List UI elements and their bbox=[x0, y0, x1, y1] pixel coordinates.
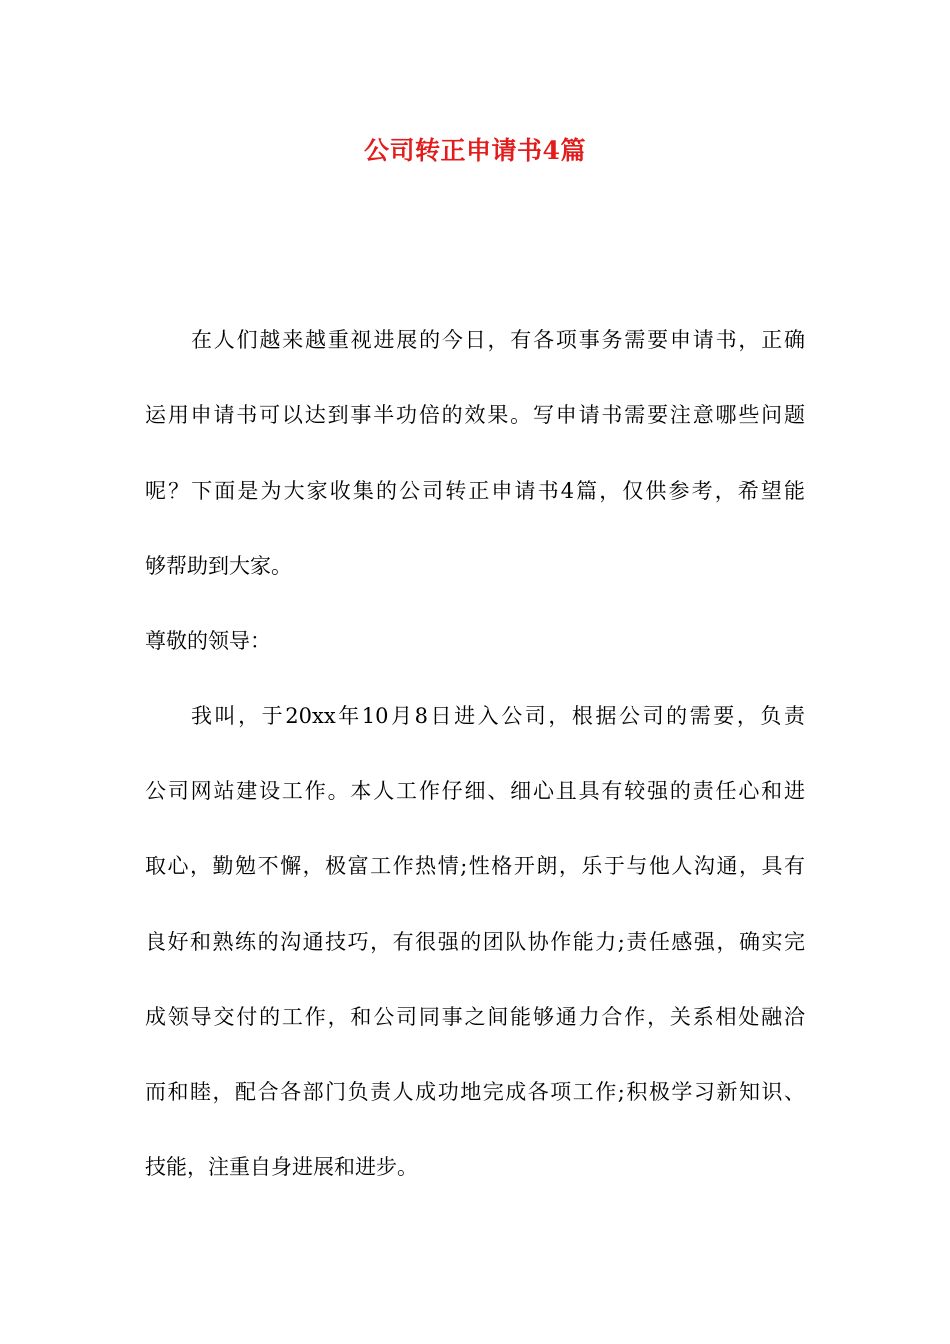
body-line: 我叫，于20xx年10月8日进入公司，根据公司的需要，负责 bbox=[191, 704, 805, 728]
body-line: 良好和熟练的沟通技巧，有很强的团队协作能力;责任感强，确实完 bbox=[145, 930, 805, 954]
body-line: 技能，注重自身进展和进步。 bbox=[145, 1155, 418, 1179]
body-line: 成领导交付的工作，和公司同事之间能够通力合作，关系相处融洽 bbox=[145, 1005, 805, 1029]
document-title: 公司转正申请书4篇 bbox=[364, 136, 586, 165]
intro-line: 够帮助到大家。 bbox=[145, 554, 292, 578]
body-line: 公司网站建设工作。本人工作仔细、细心且具有较强的责任心和进 bbox=[145, 779, 805, 803]
body-line: 取心，勤勉不懈，极富工作热情;性格开朗，乐于与他人沟通，具有 bbox=[145, 854, 805, 878]
intro-line: 在人们越来越重视进展的今日，有各项事务需要申请书，正确 bbox=[191, 328, 805, 352]
intro-line: 呢？下面是为大家收集的公司转正申请书4篇，仅供参考，希望能 bbox=[145, 479, 805, 503]
intro-line: 运用申请书可以达到事半功倍的效果。写申请书需要注意哪些问题 bbox=[145, 403, 805, 427]
salutation: 尊敬的领导： bbox=[145, 629, 271, 653]
body-line: 而和睦，配合各部门负责人成功地完成各项工作;积极学习新知识、 bbox=[145, 1080, 805, 1104]
